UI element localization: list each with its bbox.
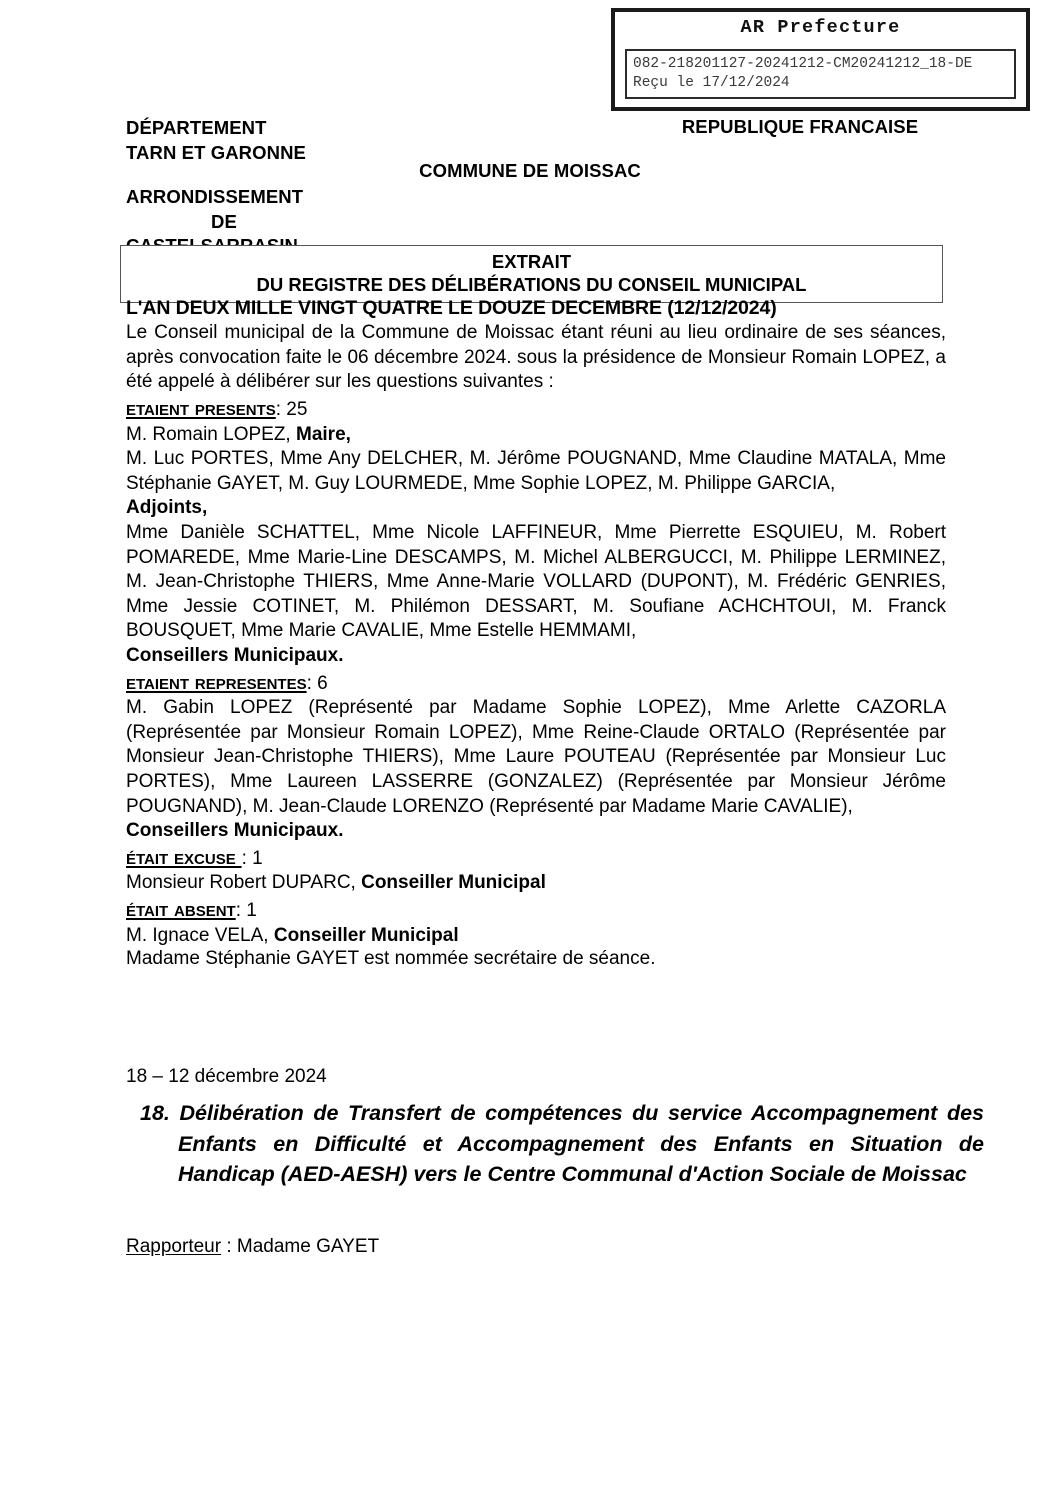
excused-count: : 1 (241, 847, 263, 869)
excused-role: Conseiller Municipal (361, 872, 546, 894)
header-left-block (126, 116, 426, 259)
excused-name: Monsieur Robert DUPARC, (126, 872, 362, 894)
arrondissement-de: DE (211, 210, 237, 232)
absent-role: Conseiller Municipal (273, 924, 459, 946)
deliberation-number: 18. (140, 1101, 170, 1125)
present-councillors-list: Mme Danièle SCHATTEL, Mme Nicole LAFFINEUR, Mme Pierrette ESQUIEU, M. Robert POMAREDE, Mme Marie-Line DESCAMPS, M. Michel ALBERGUCCI, M. Philippe LERMINEZ, M. Jean-Christophe THIERS, Mme Anne-Marie VOLLARD (DUPONT), M. Frédéric GENRIES, Mme Jessie COTINET, M. Philémon DESSART, M. Soufiane ACHCHTOUI, M. Franck BOUSQUET, Mme Marie CAVALIE, Mme Estelle HEMMAMI, (126, 522, 946, 642)
absent-label: était absent (126, 897, 236, 921)
represented-role: Conseillers Municipaux. (126, 820, 344, 842)
secretary-note: Madame Stéphanie GAYET est nommée secrétaire de séance. (126, 948, 656, 969)
absent-heading (126, 896, 946, 924)
excused-person (126, 871, 946, 896)
present-heading (126, 395, 946, 423)
ar-stamp-inner-box (625, 49, 1016, 99)
present-mayor-role: Maire, (296, 423, 351, 445)
extrait-line-1: EXTRAIT (491, 251, 572, 272)
represented-list: M. Gabin LOPEZ (Représenté par Madame Sophie LOPEZ), Mme Arlette CAZORLA (Représentée par Monsieur Romain LOPEZ), Mme Reine-Claude ORTALO (Représentée par Monsieur Jean-Christophe THIERS), Mme Laure POUTEAU (Représentée par Monsieur Luc PORTES), Mme Laureen LASSERRE (GONZALEZ) (Représentée par Monsieur Jérôme POUGNAND), M. Jean-Claude LORENZO (Représenté par Madame Marie CAVALIE), (126, 697, 946, 817)
arrondissement-label: ARRONDISSEMENT (126, 186, 304, 208)
represented-heading (126, 669, 946, 697)
rapporteur-line (126, 1236, 379, 1258)
extrait-line-2: DU REGISTRE DES DÉLIBÉRATIONS DU CONSEIL MUNICIPAL (256, 274, 807, 296)
ar-stamp-title: AR Prefecture (740, 17, 901, 38)
department-name: TARN ET GARONNE (126, 141, 306, 163)
document-body (126, 296, 946, 948)
ar-stamp-received-date: Reçu le 17/12/2024 (633, 75, 790, 92)
ar-prefecture-stamp (611, 8, 1030, 111)
rapporteur-label: Rapporteur (126, 1236, 222, 1257)
absent-name: M. Ignace VELA, (126, 924, 274, 946)
session-heading: L'AN DEUX MILLE VINGT QUATRE LE DOUZE DECEMBRE (12/12/2024) (126, 297, 777, 319)
excused-label: était excuse (126, 845, 242, 869)
deliberation-date-line: 18 – 12 décembre 2024 (126, 1066, 327, 1087)
deliberation-title-text: Délibération de Transfert de compétences du service Accompagnement des Enfants en Difficulté et Accompagnement des Enfants en Situation de Handicap (AED-AESH) vers le Centre Communal d'Action Sociale de Moissac (178, 1101, 984, 1187)
represented-count: : 6 (306, 672, 328, 694)
rapporteur-value: : Madame GAYET (221, 1236, 380, 1257)
deliberation-title (140, 1098, 984, 1190)
present-councillors-role: Conseillers Municipaux. (126, 644, 344, 666)
present-label: etaient presents (126, 397, 276, 421)
present-mayor-name: M. Romain LOPEZ, (126, 423, 296, 445)
extrait-box (120, 245, 943, 303)
present-adjoints-role: Adjoints, (126, 497, 208, 519)
session-intro: Le Conseil municipal de la Commune de Moissac étant réuni au lieu ordinaire de ses séances, après convocation faite le 06 décembre 2024. sous la présidence de Monsieur Romain LOPEZ, a été appelé à délibérer sur les questions suivantes : (126, 322, 946, 393)
ar-stamp-reference: 082-218201127-20241212-CM20241212_18-DE (633, 56, 973, 72)
absent-person (126, 924, 946, 949)
present-mayor-line (126, 423, 946, 448)
republic-title: REPUBLIQUE FRANCAISE (681, 116, 919, 137)
represented-label: etaient representes (126, 670, 307, 694)
present-count: : 25 (275, 399, 308, 421)
department-label: DÉPARTEMENT (126, 117, 267, 138)
excused-heading (126, 844, 946, 872)
present-adjoints-list: M. Luc PORTES, Mme Any DELCHER, M. Jérôme POUGNAND, Mme Claudine MATALA, Mme Stéphanie GAYET, M. Guy LOURMEDE, Mme Sophie LOPEZ, M. Philippe GARCIA, (126, 448, 946, 494)
absent-count: : 1 (235, 899, 257, 921)
commune-title: COMMUNE DE MOISSAC (419, 160, 641, 181)
